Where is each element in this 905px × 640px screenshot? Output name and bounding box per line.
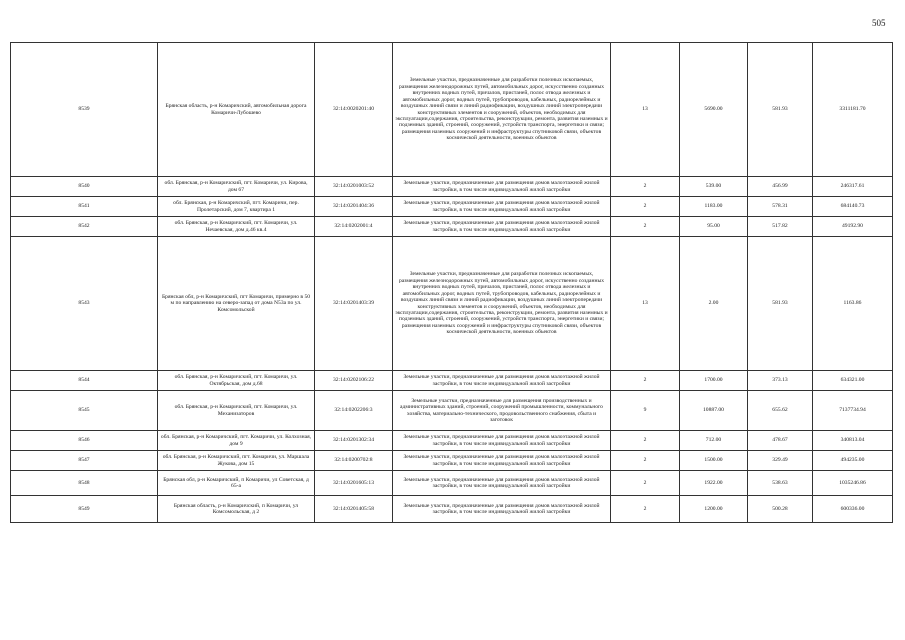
land-use-purpose-cell: Земельные участки, предназначенные для размещения домов малоэтажной жилой застройки, в том числе индивидуальной жилой застройки [393,431,611,451]
area-cell: 1200.00 [680,496,748,523]
area-cell: 95.00 [680,217,748,237]
address-cell: обл. Брянская, р-н Комаричский, пгт. Комаричи, ул. Механизаторов [158,391,315,431]
cadastral-number-cell: 32:14:0020201:40 [315,43,393,177]
use-group-cell: 13 [611,237,680,371]
cadastral-number-cell: 32:14:0201302:34 [315,431,393,451]
area-cell: 10887.00 [680,391,748,431]
use-group-cell: 2 [611,177,680,197]
address-cell: обл. Брянская, р-н Комаричский, пгт. Комаричи, ул. Колхозная, дом 9 [158,431,315,451]
cadastral-number-cell: 32:14:0202206:3 [315,391,393,431]
address-cell: Брянская обл, р-н Комаричский, пгт Комаричи, примерно в 50 м по направлению на северо-запад от дома N53а по ул. Комсомольской [158,237,315,371]
use-group-cell: 9 [611,391,680,431]
table-row [11,431,893,451]
cadastral-value-cell: 1035246.86 [813,471,893,496]
row-number: 8546 [11,431,158,451]
row-number: 8545 [11,391,158,431]
land-use-purpose-cell: Земельные участки, предназначенные для размещения домов малоэтажной жилой застройки, в том числе индивидуальной жилой застройки [393,217,611,237]
row-number: 8540 [11,177,158,197]
use-group-cell: 2 [611,496,680,523]
cadastral-value-cell: 684140.73 [813,197,893,217]
land-use-purpose-cell: Земельные участки, предназначенные для размещения домов малоэтажной жилой застройки, в том числе индивидуальной жилой застройки [393,371,611,391]
row-number: 8542 [11,217,158,237]
land-use-purpose-cell: Земельные участки, предназначенные для разработки полезных ископаемых, размещения железнодорожных путей, автомобильных дорог, искусственно созданных внутренних водных путей, причалов, пристаней, полос отвода железных и автомобильных дорог, водных путей, трубопроводов, кабельных, радиорелейных и воздушных линий связи и линий радиофикации, воздушных линий электропередачи конструктивных элементов и сооружений, объектов, необходимых для эксплуатации,содержания, строительства, реконструкции, ремонта, развития наземных и подземных зданий, строений, сооружений, устройств транспорта, энергетики и связи; размещения наземных сооружений и инфраструктуры спутниковой связи, объектов космической деятельности, военных объектов [393,43,611,177]
specific-value-cell: 456.99 [748,177,813,197]
use-group-cell: 2 [611,217,680,237]
use-group-cell: 2 [611,371,680,391]
address-cell: Брянская обл, р-н Комаричский, п Комаричи, ул Советская, д 65-а [158,471,315,496]
table-row [11,496,893,523]
table-row [11,237,893,371]
address-cell: обл. Брянская, р-н Комаричский, пгт. Комаричи, ул. Кирова, дом 67 [158,177,315,197]
cadastral-number-cell: 32:14:0201003:52 [315,177,393,197]
cadastral-number-cell: 32:14:0201605:13 [315,471,393,496]
use-group-cell: 2 [611,471,680,496]
land-use-purpose-cell: Земельные участки, предназначенные для размещения домов малоэтажной жилой застройки, в том числе индивидуальной жилой застройки [393,451,611,471]
land-use-purpose-cell: Земельные участки, предназначенные для размещения домов малоэтажной жилой застройки, в том числе индивидуальной жилой застройки [393,471,611,496]
row-number: 8548 [11,471,158,496]
cadastral-number-cell: 32:14:0202001:4 [315,217,393,237]
cadastral-number-cell: 32:14:0201404:36 [315,197,393,217]
area-cell: 2.00 [680,237,748,371]
page-number: 505 [872,18,886,28]
table-row [11,471,893,496]
address-cell: обл. Брянская, р-н Комаричский, пгт. Комаричи, ул. Маршала Жукова, дом 15 [158,451,315,471]
cadastral-value-cell: 49192.90 [813,217,893,237]
cadastral-value-cell: 494235.00 [813,451,893,471]
area-cell: 1183.00 [680,197,748,217]
cadastral-value-cell: 3311181.70 [813,43,893,177]
table-row [11,43,893,177]
row-number: 8547 [11,451,158,471]
specific-value-cell: 517.82 [748,217,813,237]
cadastral-value-cell: 600336.00 [813,496,893,523]
specific-value-cell: 581.93 [748,43,813,177]
area-cell: 5690.00 [680,43,748,177]
row-number: 8544 [11,371,158,391]
specific-value-cell: 373.13 [748,371,813,391]
cadastral-number-cell: 32:14:0202106:22 [315,371,393,391]
specific-value-cell: 538.63 [748,471,813,496]
land-use-purpose-cell: Земельные участки, предназначенные для размещения домов малоэтажной жилой застройки, в том числе индивидуальной жилой застройки [393,496,611,523]
land-use-purpose-cell: Земельные участки, предназначенные для размещения производственных и административных зданий, строений, сооружений промышленности, коммунального хозяйства, материально-технического, продовольственного снабжения, сбыта и заготовок [393,391,611,431]
land-use-purpose-cell: Земельные участки, предназначенные для размещения домов малоэтажной жилой застройки, в том числе индивидуальной жилой застройки [393,197,611,217]
row-number: 8541 [11,197,158,217]
table-row [11,451,893,471]
use-group-cell: 13 [611,43,680,177]
area-cell: 1500.00 [680,451,748,471]
cadastral-value-cell: 634321.00 [813,371,893,391]
specific-value-cell: 500.28 [748,496,813,523]
table-row [11,177,893,197]
address-cell: Брянская область, р-н Комаричский, автомобильная дорога Комаричи-Лубошево [158,43,315,177]
row-number: 8543 [11,237,158,371]
specific-value-cell: 578.31 [748,197,813,217]
land-use-purpose-cell: Земельные участки, предназначенные для разработки полезных ископаемых, размещения железнодорожных путей, автомобильных дорог, искусственно созданных внутренних водных путей, причалов, пристаней, полос отвода железных и автомобильных дорог, водных путей, трубопроводов, кабельных, радиорелейных и воздушных линий связи и линий радиофикации, воздушных линий электропередачи конструктивных элементов и сооружений, объектов, необходимых для эксплуатации,содержания, строительства, реконструкции, ремонта, развития наземных и подземных зданий, строений, сооружений, устройств транспорта, энергетики и связи; размещения наземных сооружений и инфраструктуры спутниковой связи, объектов космической деятельности, военных объектов [393,237,611,371]
cadastral-number-cell: 32:14:0200702:8 [315,451,393,471]
address-cell: Брянская область, р-н Комаричский, п Комаричи, ул Комсомольская, д 2 [158,496,315,523]
area-cell: 712.00 [680,431,748,451]
cadastral-number-cell: 32:14:0201403:39 [315,237,393,371]
row-number: 8539 [11,43,158,177]
address-cell: обл. Брянская, р-н Комаричский, пгт. Комаричи, пер. Пролетарский, дом 7, квартира 1 [158,197,315,217]
table-row [11,197,893,217]
cadastral-value-cell: 1163.86 [813,237,893,371]
table-row [11,217,893,237]
cadastral-value-cell: 7137734.94 [813,391,893,431]
area-cell: 1700.00 [680,371,748,391]
specific-value-cell: 329.49 [748,451,813,471]
cadastral-number-cell: 32:14:0201405:58 [315,496,393,523]
table-row [11,391,893,431]
specific-value-cell: 581.93 [748,237,813,371]
area-cell: 539.00 [680,177,748,197]
area-cell: 1922.00 [680,471,748,496]
table-row [11,371,893,391]
row-number: 8549 [11,496,158,523]
land-use-purpose-cell: Земельные участки, предназначенные для размещения домов малоэтажной жилой застройки, в том числе индивидуальной жилой застройки [393,177,611,197]
use-group-cell: 2 [611,431,680,451]
address-cell: обл. Брянская, р-н Комаричский, пгт. Комаричи, ул. Нечаевская, дом д.46 кв.4 [158,217,315,237]
cadastral-value-cell: 340813.04 [813,431,893,451]
cadastral-value-table [10,42,893,523]
address-cell: обл. Брянская, р-н Комаричский, пгт. Комаричи, ул. Октябрьская, дом д.68 [158,371,315,391]
use-group-cell: 2 [611,451,680,471]
cadastral-value-cell: 246317.61 [813,177,893,197]
specific-value-cell: 655.62 [748,391,813,431]
use-group-cell: 2 [611,197,680,217]
specific-value-cell: 478.67 [748,431,813,451]
